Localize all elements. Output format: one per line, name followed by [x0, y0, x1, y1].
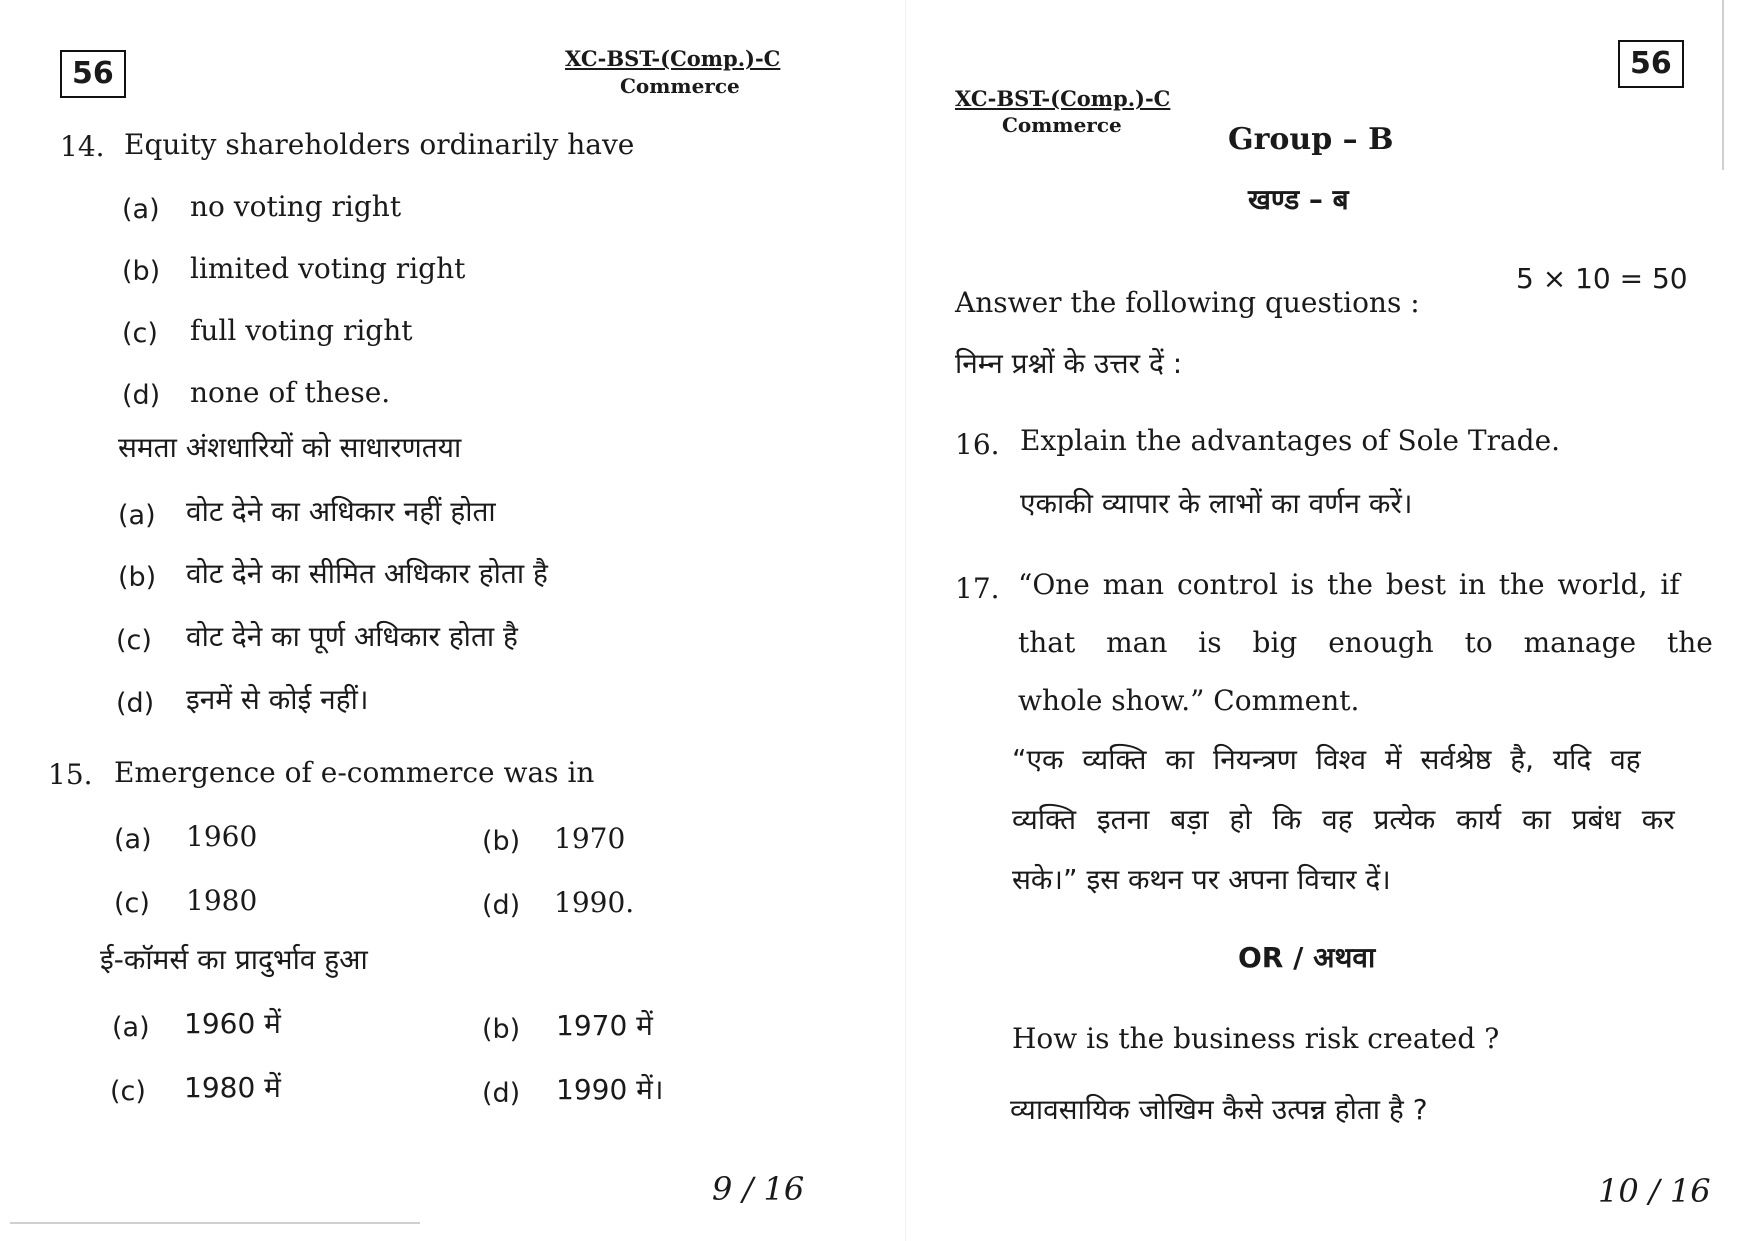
q17-hindi-line-1: “एक व्यक्ति का नियन्त्रण विश्व में सर्वश्रेष्ठ है, यदि वह [1012, 743, 1641, 776]
q14-option-b-label: (b) [122, 256, 161, 287]
right-page-number: 10 / 16 [1598, 1172, 1711, 1210]
or-label: OR / अथवा [1238, 941, 1376, 974]
q15-option-c-label: (c) [114, 888, 150, 919]
q15-option-b-label: (b) [482, 826, 521, 857]
q14-option-d-label: (d) [122, 380, 161, 411]
group-title-hindi: खण्ड – ब [1248, 183, 1349, 216]
left-subject: Commerce [620, 74, 740, 98]
q17-line-3: whole show.” Comment. [1018, 684, 1360, 717]
q16-hindi-text: एकाकी व्यापार के लाभों का वर्णन करें। [1020, 487, 1413, 520]
q14-hindi-option-d-text: इनमें से कोई नहीं। [186, 683, 369, 716]
q17-hindi-line-3: सके।” इस कथन पर अपना विचार दें। [1012, 863, 1391, 896]
q17-alt-text: How is the business risk created ? [1012, 1022, 1500, 1055]
left-paper-code: XC-BST-(Comp.)-C [565, 46, 781, 71]
scan-line-right-edge [1722, 0, 1724, 170]
q15-option-b-text: 1970 [554, 822, 626, 855]
q14-option-c-label: (c) [122, 318, 158, 349]
q14-option-c-text: full voting right [190, 314, 413, 347]
page-divider [905, 0, 906, 1241]
q15-hindi-option-c-text: 1980 में [184, 1071, 281, 1104]
q16-text: Explain the advantages of Sole Trade. [1020, 424, 1561, 457]
q14-option-b-text: limited voting right [190, 252, 466, 285]
q15-hindi-option-a-label: (a) [112, 1012, 150, 1043]
q17-number: 17. [955, 572, 1000, 605]
q17-hindi-line-2: व्यक्ति इतना बड़ा हो कि वह प्रत्येक कार्य का प्रबंध कर [1012, 803, 1675, 836]
q15-hindi-option-b-text: 1970 में [556, 1009, 653, 1042]
q15-option-c-text: 1980 [186, 884, 258, 917]
instruction-hindi: निम्न प्रश्नों के उत्तर दें : [955, 347, 1183, 380]
marks: 5 × 10 = 50 [1516, 262, 1688, 295]
q15-hindi-option-d-text: 1990 में। [556, 1073, 664, 1106]
q15-option-a-text: 1960 [186, 820, 258, 853]
q14-hindi-option-a-text: वोट देने का अधिकार नहीं होता [186, 495, 496, 528]
q17-alt-hindi: व्यावसायिक जोखिम कैसे उत्पन्न होता है ? [1010, 1093, 1428, 1126]
q14-hindi-option-d-label: (d) [116, 688, 155, 719]
q16-number: 16. [955, 428, 1000, 461]
q14-hindi-text: समता अंशधारियों को साधारणतया [118, 431, 462, 464]
left-box-number: 56 [60, 50, 126, 98]
q14-text: Equity shareholders ordinarily have [124, 128, 635, 161]
q15-number: 15. [48, 758, 93, 791]
q15-option-a-label: (a) [114, 824, 152, 855]
scan-line-bottom-left [10, 1222, 420, 1224]
q17-line-1: “One man control is the best in the world, if [1018, 568, 1680, 601]
q14-hindi-option-b-label: (b) [118, 562, 157, 593]
group-title: Group – B [1228, 122, 1394, 157]
right-paper-code: XC-BST-(Comp.)-C [955, 86, 1171, 111]
q15-hindi-option-d-label: (d) [482, 1078, 521, 1109]
q15-hindi-text: ई-कॉमर्स का प्रादुर्भाव हुआ [100, 943, 368, 976]
q15-option-d-label: (d) [482, 890, 521, 921]
q14-hindi-option-c-label: (c) [116, 625, 152, 656]
right-box-number: 56 [1618, 40, 1684, 88]
q14-hindi-option-a-label: (a) [118, 500, 156, 531]
q15-option-d-text: 1990. [554, 886, 635, 919]
q15-hindi-option-a-text: 1960 में [184, 1007, 281, 1040]
q15-hindi-option-c-label: (c) [110, 1076, 146, 1107]
right-subject: Commerce [1002, 113, 1122, 137]
q15-text: Emergence of e-commerce was in [114, 756, 595, 789]
q14-option-a-label: (a) [122, 194, 160, 225]
instruction: Answer the following questions : [955, 286, 1420, 319]
q15-hindi-option-b-label: (b) [482, 1014, 521, 1045]
q14-option-a-text: no voting right [190, 190, 402, 223]
q14-hindi-option-c-text: वोट देने का पूर्ण अधिकार होता है [186, 620, 518, 653]
q14-option-d-text: none of these. [190, 376, 391, 409]
q14-number: 14. [60, 130, 105, 163]
q17-line-2: that man is big enough to manage the [1018, 626, 1713, 659]
left-page-number: 9 / 16 [712, 1170, 805, 1208]
q14-hindi-option-b-text: वोट देने का सीमित अधिकार होता है [186, 557, 548, 590]
